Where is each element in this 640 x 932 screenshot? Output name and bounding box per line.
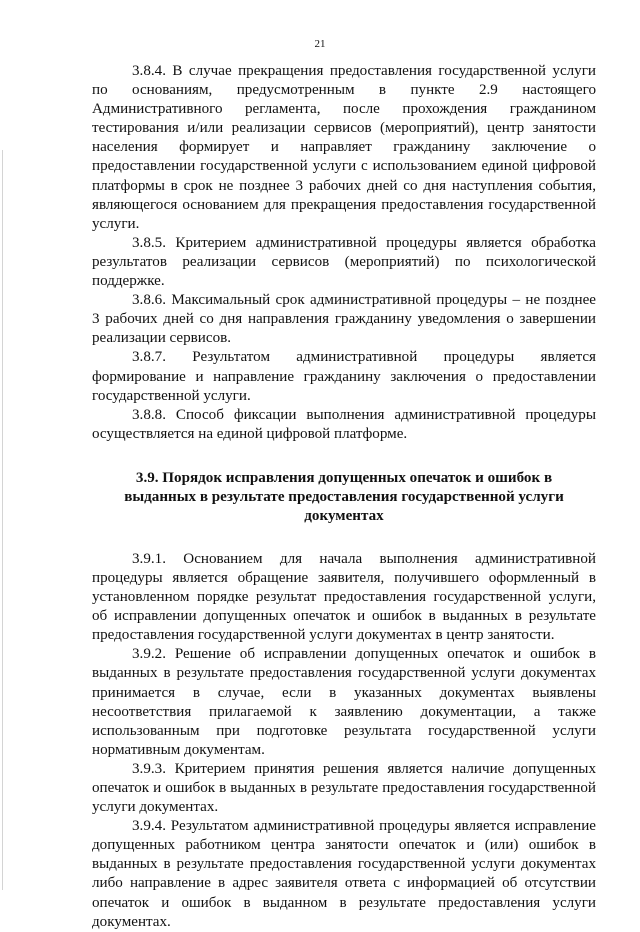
- section-heading-3-9: 3.9. Порядок исправления допущенных опечаток и ошибок в выданных в результате предоставления государственной услуги документах: [124, 469, 564, 524]
- paragraph-3-8-6: 3.8.6. Максимальный срок административной процедуры – не позднее 3 рабочих дней со дня направления гражданину уведомления о завершении реализации сервисов.: [92, 292, 596, 347]
- paragraph-3-9-1: 3.9.1. Основанием для начала выполнения административной процедуры является обращение заявителя, получившего оформленный в установленном порядке результат предоставления государственной услуги, об исправлении допущенных опечаток и ошибок в выданных в результате предоставления государственной услуги документах в центр занятости.: [92, 550, 596, 644]
- scan-edge-line: [2, 150, 3, 890]
- document-body: [92, 62, 596, 932]
- paragraph-3-8-8: 3.8.8. Способ фиксации выполнения административной процедуры осуществляется на единой цифровой платформе.: [92, 406, 596, 442]
- paragraph-3-9-4: 3.9.4. Результатом административной процедуры является исправление допущенных работником центра занятости опечаток и (или) ошибок в выданных в результате предоставления государственной услуги документах либо направление в адрес заявителя ответа с информацией об отсутствии опечаток и ошибок в выданном в результате предоставления услуги документах.: [92, 818, 596, 930]
- paragraph-3-9-3: 3.9.3. Критерием принятия решения является наличие допущенных опечаток и ошибок в выданных в результате предоставления государственной услуги документах.: [92, 760, 596, 816]
- paragraph-3-9-2: 3.9.2. Решение об исправлении допущенных опечаток и ошибок в выданных в результате предоставления государственной услуги документах принимается в случае, если в указанных документах выявлены несоответствия прилагаемой к заявлению документации, а также использованным при подготовке результата государственной услуги нормативным документам.: [92, 646, 596, 758]
- paragraph-3-8-7: 3.8.7. Результатом административной процедуры является формирование и направление гражданину заключения о предоставлении государственной услуги.: [92, 349, 596, 404]
- paragraph-3-8-5: 3.8.5. Критерием административной процедуры является обработка результатов реализации сервисов (мероприятий) по психологической поддержке.: [92, 234, 596, 290]
- paragraph-3-8-4: 3.8.4. В случае прекращения предоставления государственной услуги по основаниям, предусмотренным в пункте 2.9 настоящего Административного регламента, после прохождения гражданином тестирования и/или реализации сервисов (мероприятий), центр занятости населения формирует и направляет гражданину заключение о предоставлении государственной услуги с использованием единой цифровой платформы в срок не позднее 3 рабочих дней со дня наступления события, являющегося основанием для прекращения предоставления государственной услуги.: [92, 63, 596, 232]
- page-number: 21: [314, 38, 326, 50]
